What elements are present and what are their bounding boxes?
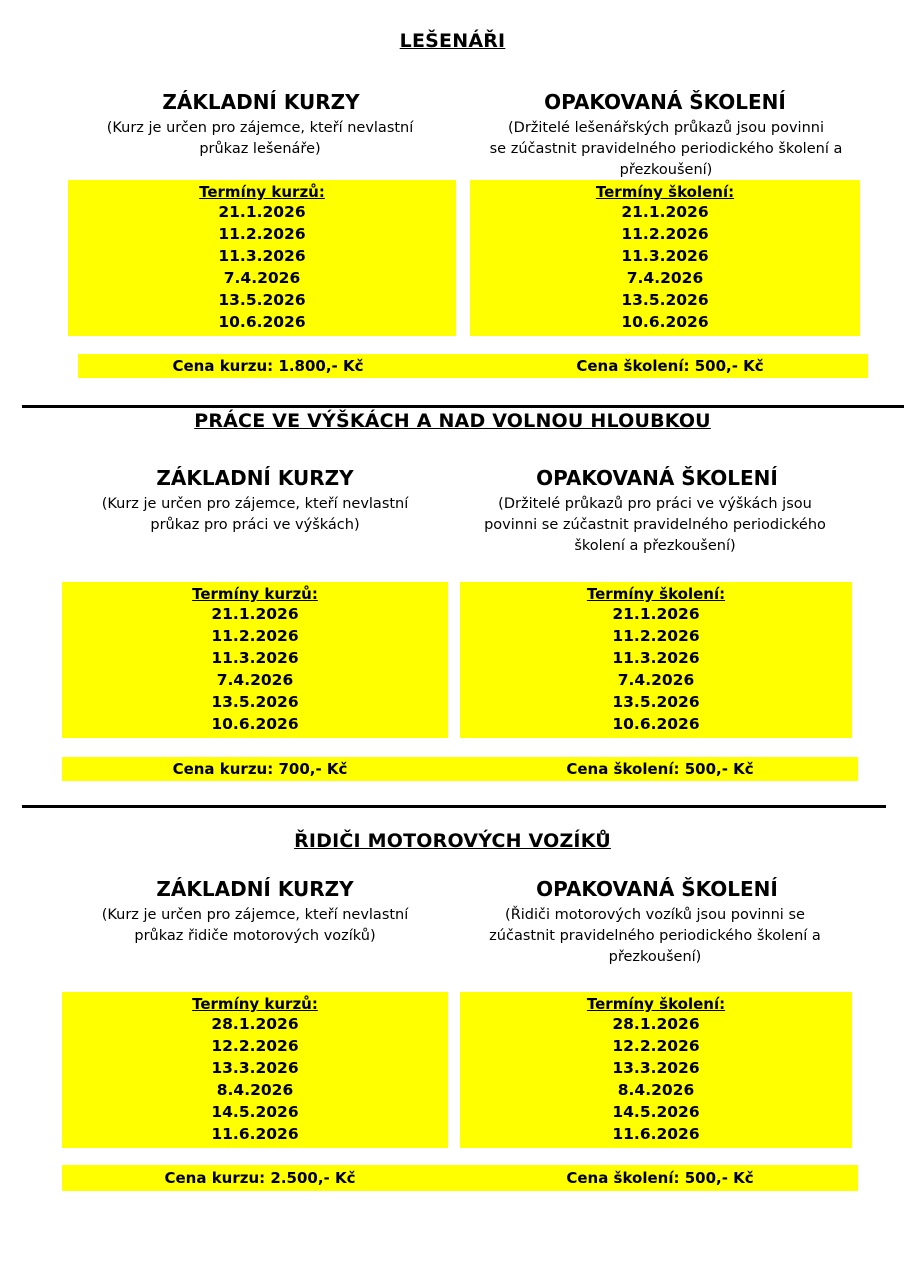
date-item: 8.4.2026 bbox=[617, 1081, 695, 1099]
repeat-training-dates bbox=[470, 180, 860, 336]
date-item: 11.6.2026 bbox=[211, 1125, 299, 1143]
note-line: průkaz pro práci ve výškách) bbox=[150, 517, 360, 533]
date-item: 11.3.2026 bbox=[211, 649, 299, 667]
basic-course-note bbox=[55, 494, 455, 536]
dates-label: Termíny kurzů: bbox=[192, 585, 318, 603]
note-line: přezkoušení) bbox=[619, 162, 713, 178]
repeat-training-heading: OPAKOVANÁ ŠKOLENÍ bbox=[544, 90, 786, 114]
note-line: se zúčastnit pravidelného periodického školení a bbox=[489, 141, 843, 157]
date-item: 11.3.2026 bbox=[218, 247, 306, 265]
date-item: 13.5.2026 bbox=[612, 693, 700, 711]
date-item: 28.1.2026 bbox=[211, 1015, 299, 1033]
section-title-ridici: ŘIDIČI MOTOROVÝCH VOZÍKŮ bbox=[294, 830, 611, 852]
date-item: 10.6.2026 bbox=[211, 715, 299, 733]
date-item: 12.2.2026 bbox=[211, 1037, 299, 1055]
dates-label: Termíny školení: bbox=[586, 995, 726, 1013]
date-item: 7.4.2026 bbox=[626, 269, 704, 287]
repeat-training-dates bbox=[460, 582, 852, 738]
date-item: 28.1.2026 bbox=[612, 1015, 700, 1033]
repeat-training-price: Cena školení: 500,- Kč bbox=[576, 357, 764, 375]
note-line: školení a přezkoušení) bbox=[574, 538, 736, 554]
date-item: 13.5.2026 bbox=[218, 291, 306, 309]
section-title-vysky: PRÁCE VE VÝŠKÁCH A NAD VOLNOU HLOUBKOU bbox=[194, 410, 711, 432]
repeat-training-heading: OPAKOVANÁ ŠKOLENÍ bbox=[536, 466, 778, 490]
dates-label: Termíny školení: bbox=[595, 183, 735, 201]
repeat-training-dates bbox=[460, 992, 852, 1148]
basic-course-heading: ZÁKLADNÍ KURZY bbox=[162, 90, 360, 114]
note-line: zúčastnit pravidelného periodického školení a bbox=[489, 928, 821, 944]
section-divider bbox=[22, 805, 886, 808]
basic-course-price: Cena kurzu: 1.800,- Kč bbox=[172, 357, 364, 375]
date-item: 21.1.2026 bbox=[211, 605, 299, 623]
price-bar bbox=[78, 354, 868, 378]
note-line: průkaz řidiče motorových vozíků) bbox=[134, 928, 376, 944]
date-item: 21.1.2026 bbox=[218, 203, 306, 221]
date-item: 10.6.2026 bbox=[218, 313, 306, 331]
repeat-training-note bbox=[455, 905, 855, 968]
date-item: 14.5.2026 bbox=[612, 1103, 700, 1121]
note-line: povinni se zúčastnit pravidelného periodického bbox=[484, 517, 826, 533]
date-item: 13.3.2026 bbox=[211, 1059, 299, 1077]
date-item: 8.4.2026 bbox=[216, 1081, 294, 1099]
dates-label: Termíny kurzů: bbox=[199, 183, 325, 201]
price-bar bbox=[62, 757, 858, 781]
repeat-training-note bbox=[455, 494, 855, 557]
basic-course-price: Cena kurzu: 2.500,- Kč bbox=[164, 1169, 356, 1187]
basic-course-note bbox=[55, 905, 455, 947]
date-item: 7.4.2026 bbox=[216, 671, 294, 689]
date-item: 11.3.2026 bbox=[621, 247, 709, 265]
date-item: 11.2.2026 bbox=[218, 225, 306, 243]
basic-course-heading: ZÁKLADNÍ KURZY bbox=[156, 877, 354, 901]
date-item: 13.3.2026 bbox=[612, 1059, 700, 1077]
repeat-training-note bbox=[466, 118, 866, 181]
repeat-training-heading: OPAKOVANÁ ŠKOLENÍ bbox=[536, 877, 778, 901]
date-item: 21.1.2026 bbox=[612, 605, 700, 623]
date-item: 21.1.2026 bbox=[621, 203, 709, 221]
dates-label: Termíny kurzů: bbox=[192, 995, 318, 1013]
basic-course-price: Cena kurzu: 700,- Kč bbox=[172, 760, 348, 778]
repeat-training-price: Cena školení: 500,- Kč bbox=[566, 760, 754, 778]
date-item: 11.2.2026 bbox=[612, 627, 700, 645]
date-item: 11.2.2026 bbox=[211, 627, 299, 645]
note-line: přezkoušení) bbox=[608, 949, 702, 965]
date-item: 12.2.2026 bbox=[612, 1037, 700, 1055]
dates-label: Termíny školení: bbox=[586, 585, 726, 603]
basic-course-dates bbox=[68, 180, 456, 336]
repeat-training-price: Cena školení: 500,- Kč bbox=[566, 1169, 754, 1187]
date-item: 11.6.2026 bbox=[612, 1125, 700, 1143]
note-line: průkaz lešenáře) bbox=[199, 141, 321, 157]
section-title-lesenari: LEŠENÁŘI bbox=[399, 30, 506, 52]
basic-course-dates bbox=[62, 582, 448, 738]
price-bar bbox=[62, 1165, 858, 1191]
date-item: 14.5.2026 bbox=[211, 1103, 299, 1121]
date-item: 13.5.2026 bbox=[621, 291, 709, 309]
note-line: (Kurz je určen pro zájemce, kteří nevlastní bbox=[106, 120, 414, 136]
note-line: (Kurz je určen pro zájemce, kteří nevlastní bbox=[101, 496, 409, 512]
date-item: 11.3.2026 bbox=[612, 649, 700, 667]
note-line: (Kurz je určen pro zájemce, kteří nevlastní bbox=[101, 907, 409, 923]
basic-course-note bbox=[60, 118, 460, 160]
note-line: (Držitelé průkazů pro práci ve výškách jsou bbox=[498, 496, 812, 512]
note-line: (Řidiči motorových vozíků jsou povinni se bbox=[505, 907, 805, 923]
section-divider bbox=[22, 405, 904, 408]
date-item: 13.5.2026 bbox=[211, 693, 299, 711]
date-item: 10.6.2026 bbox=[621, 313, 709, 331]
date-item: 11.2.2026 bbox=[621, 225, 709, 243]
basic-course-dates bbox=[62, 992, 448, 1148]
date-item: 10.6.2026 bbox=[612, 715, 700, 733]
basic-course-heading: ZÁKLADNÍ KURZY bbox=[156, 466, 354, 490]
date-item: 7.4.2026 bbox=[223, 269, 301, 287]
note-line: (Držitelé lešenářských průkazů jsou povinni bbox=[508, 120, 824, 136]
date-item: 7.4.2026 bbox=[617, 671, 695, 689]
